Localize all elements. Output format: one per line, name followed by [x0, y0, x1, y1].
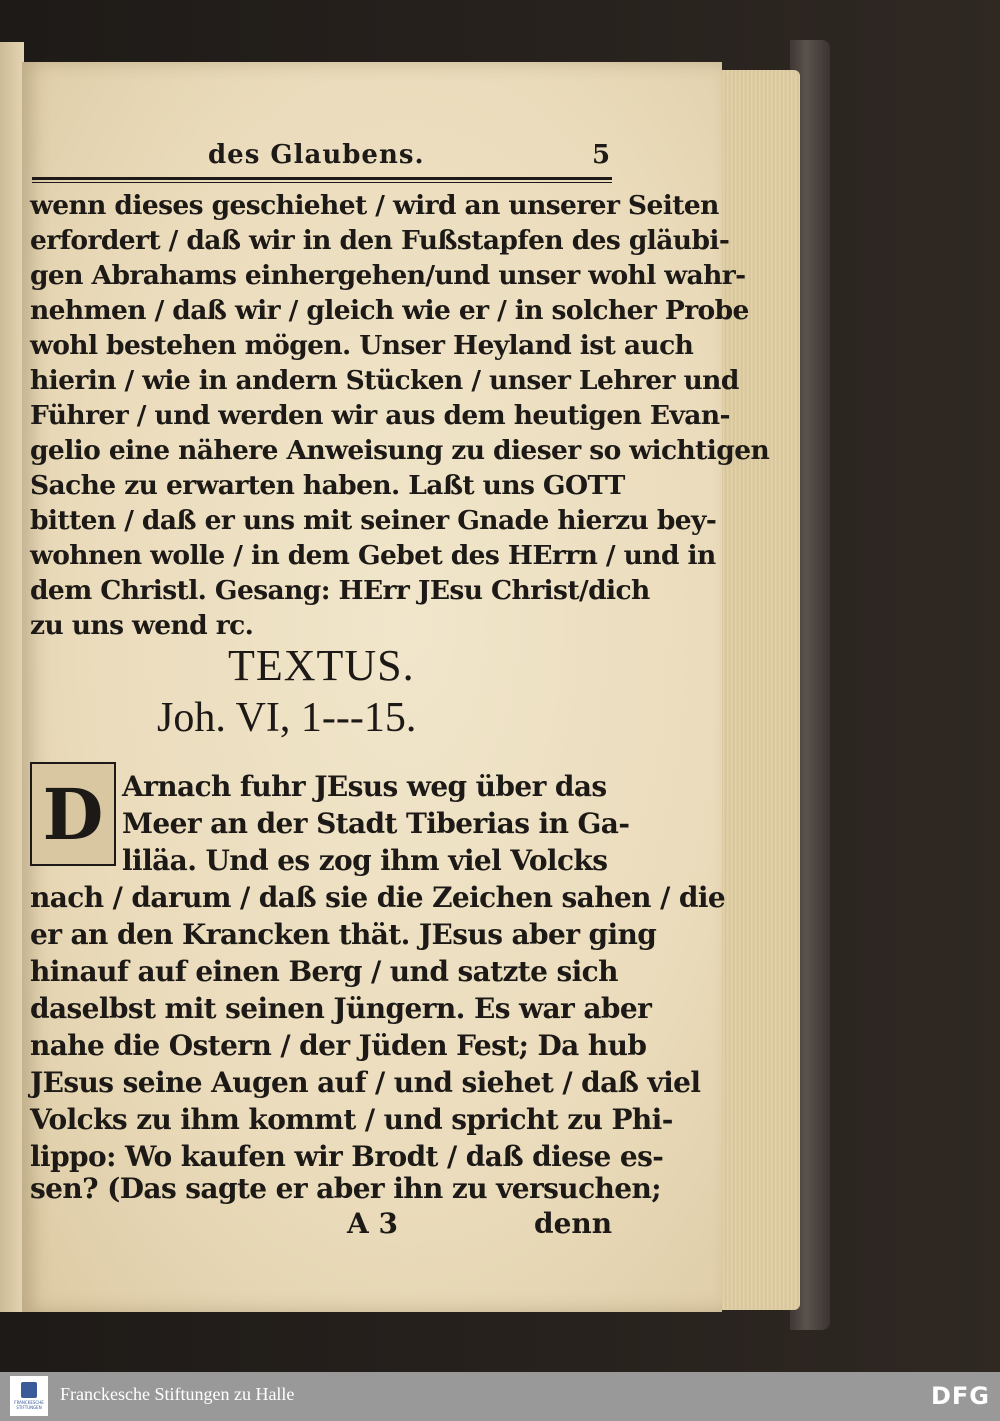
text-line: erfordert / daß wir in den Fußstapfen des gläubi- — [30, 225, 730, 256]
text-line: Führer / und werden wir aus dem heutigen Evan- — [30, 400, 730, 431]
page-number: 5 — [592, 140, 611, 170]
catchword: denn — [534, 1207, 613, 1240]
text-line: bitten / daß er uns mit seiner Gnade hierzu bey- — [30, 505, 717, 536]
text-line: hierin / wie in andern Stücken / unser Lehrer und — [30, 365, 739, 396]
logo-text: FRANCKESCHE STIFTUNGEN — [14, 1400, 44, 1410]
scripture-reference: Joh. VI, 1---15. — [157, 695, 417, 741]
institution-name: Franckesche Stiftungen zu Halle — [60, 1384, 295, 1404]
text-line: nehmen / daß wir / gleich wie er / in solcher Probe — [30, 295, 749, 326]
text-line: wohnen wolle / in dem Gebet des HErrn / und in — [30, 540, 716, 571]
section-title: TEXTUS. — [228, 641, 415, 690]
francke-logo[interactable] — [10, 1376, 48, 1416]
text-line: wohl bestehen mögen. Unser Heyland ist auch — [30, 330, 694, 361]
header-rule — [32, 177, 612, 183]
text-line: JEsus seine Augen auf / und siehet / daß viel — [30, 1066, 701, 1099]
text-line: Volcks zu ihm kommt / und spricht zu Phi- — [30, 1103, 673, 1136]
text-line: liläa. Und es zog ihm viel Volcks — [122, 844, 608, 877]
text-line: Sache zu erwarten haben. Laßt uns GOTT — [30, 470, 625, 501]
text-line: dem Christl. Gesang: HErr JEsu Christ/dich — [30, 575, 650, 606]
text-line: sen? (Das sagte er aber ihn zu versuchen; — [30, 1172, 661, 1205]
dfg-logo[interactable]: DFG — [930, 1382, 990, 1410]
left-page-edge — [0, 42, 24, 1312]
text-line: Meer an der Stadt Tiberias in Ga- — [122, 807, 630, 840]
text-line: zu uns wend rc. — [30, 610, 254, 641]
text-line: er an den Krancken thät. JEsus aber ging — [30, 918, 657, 951]
text-line: Arnach fuhr JEsus weg über das — [122, 770, 607, 803]
text-line: gen Abrahams einhergehen/und unser wohl wahr- — [30, 260, 746, 291]
text-line: wenn dieses geschiehet / wird an unserer Seiten — [30, 190, 719, 221]
text-line: daselbst mit seinen Jüngern. Es war aber — [30, 992, 652, 1025]
text-line: lippo: Wo kaufen wir Brodt / daß diese es- — [30, 1140, 664, 1173]
text-line: nahe die Ostern / der Jüden Fest; Da hub — [30, 1029, 647, 1062]
francke-logo-icon — [21, 1382, 37, 1398]
text-line: hinauf auf einen Berg / und satzte sich — [30, 955, 618, 988]
viewer-footer — [0, 1372, 1000, 1421]
running-header: des Glaubens. — [208, 140, 425, 170]
text-line: nach / darum / daß sie die Zeichen sahen / die — [30, 881, 726, 914]
signature-mark: A 3 — [347, 1207, 398, 1240]
text-line: gelio eine nähere Anweisung zu dieser so wichtigen — [30, 435, 770, 466]
book-page — [22, 62, 770, 1312]
decorated-initial: D — [30, 762, 116, 866]
